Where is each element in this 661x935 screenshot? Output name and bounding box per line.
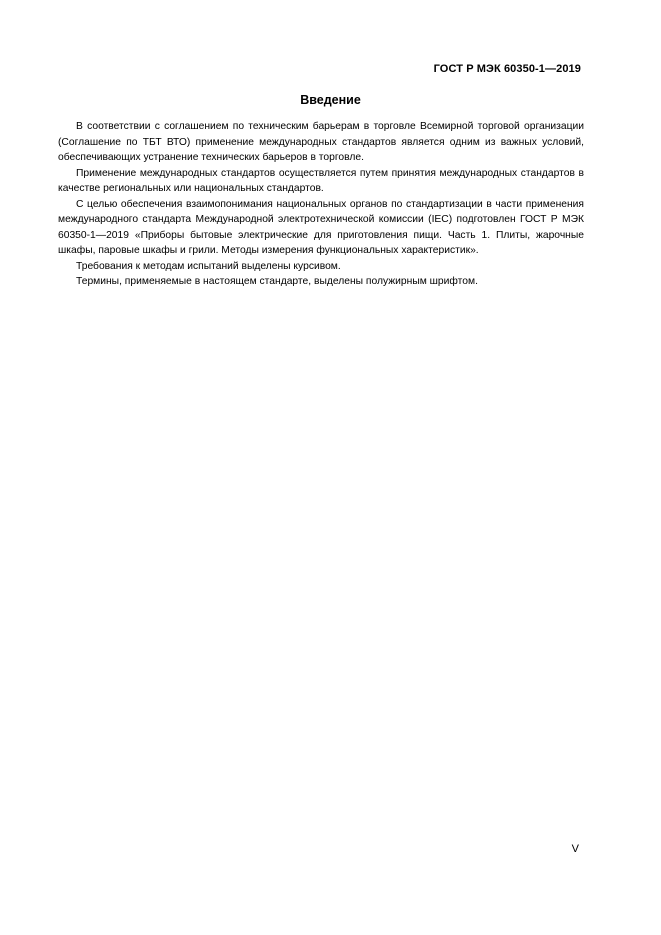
document-header: ГОСТ Р МЭК 60350-1—2019 [433, 63, 581, 75]
paragraph: Термины, применяемые в настоящем стандарте, выделены полужирным шрифтом. [76, 276, 478, 287]
page-number: V [571, 843, 579, 855]
paragraph: С целью обеспечения взаимопонимания национальных органов по стандартизации в части применения международного стандарта Международной электротехнической комиссии (IEC) подготовлен ГОСТ Р МЭК 60350-1—2019 «Приборы бытовые электрические для приготовления пищи. Часть 1. Плиты, жарочные шкафы, паровые шкафы и грили. Методы измерения функциональных характеристик». [58, 198, 584, 256]
paragraph: В соответствии с соглашением по техническим барьерам в торговле Всемирной торговой организации (Соглашение по ТБТ ВТО) применение международных стандартов является одним из важных условий, обеспечивающих устранение технических барьеров в торговле. [58, 121, 584, 163]
section-title: Введение [300, 93, 361, 107]
paragraph: Применение международных стандартов осуществляется путем принятия международных стандартов в качестве региональных или национальных стандартов. [58, 167, 584, 194]
paragraph: Требования к методам испытаний выделены курсивом. [76, 260, 341, 272]
body-text [58, 119, 584, 290]
